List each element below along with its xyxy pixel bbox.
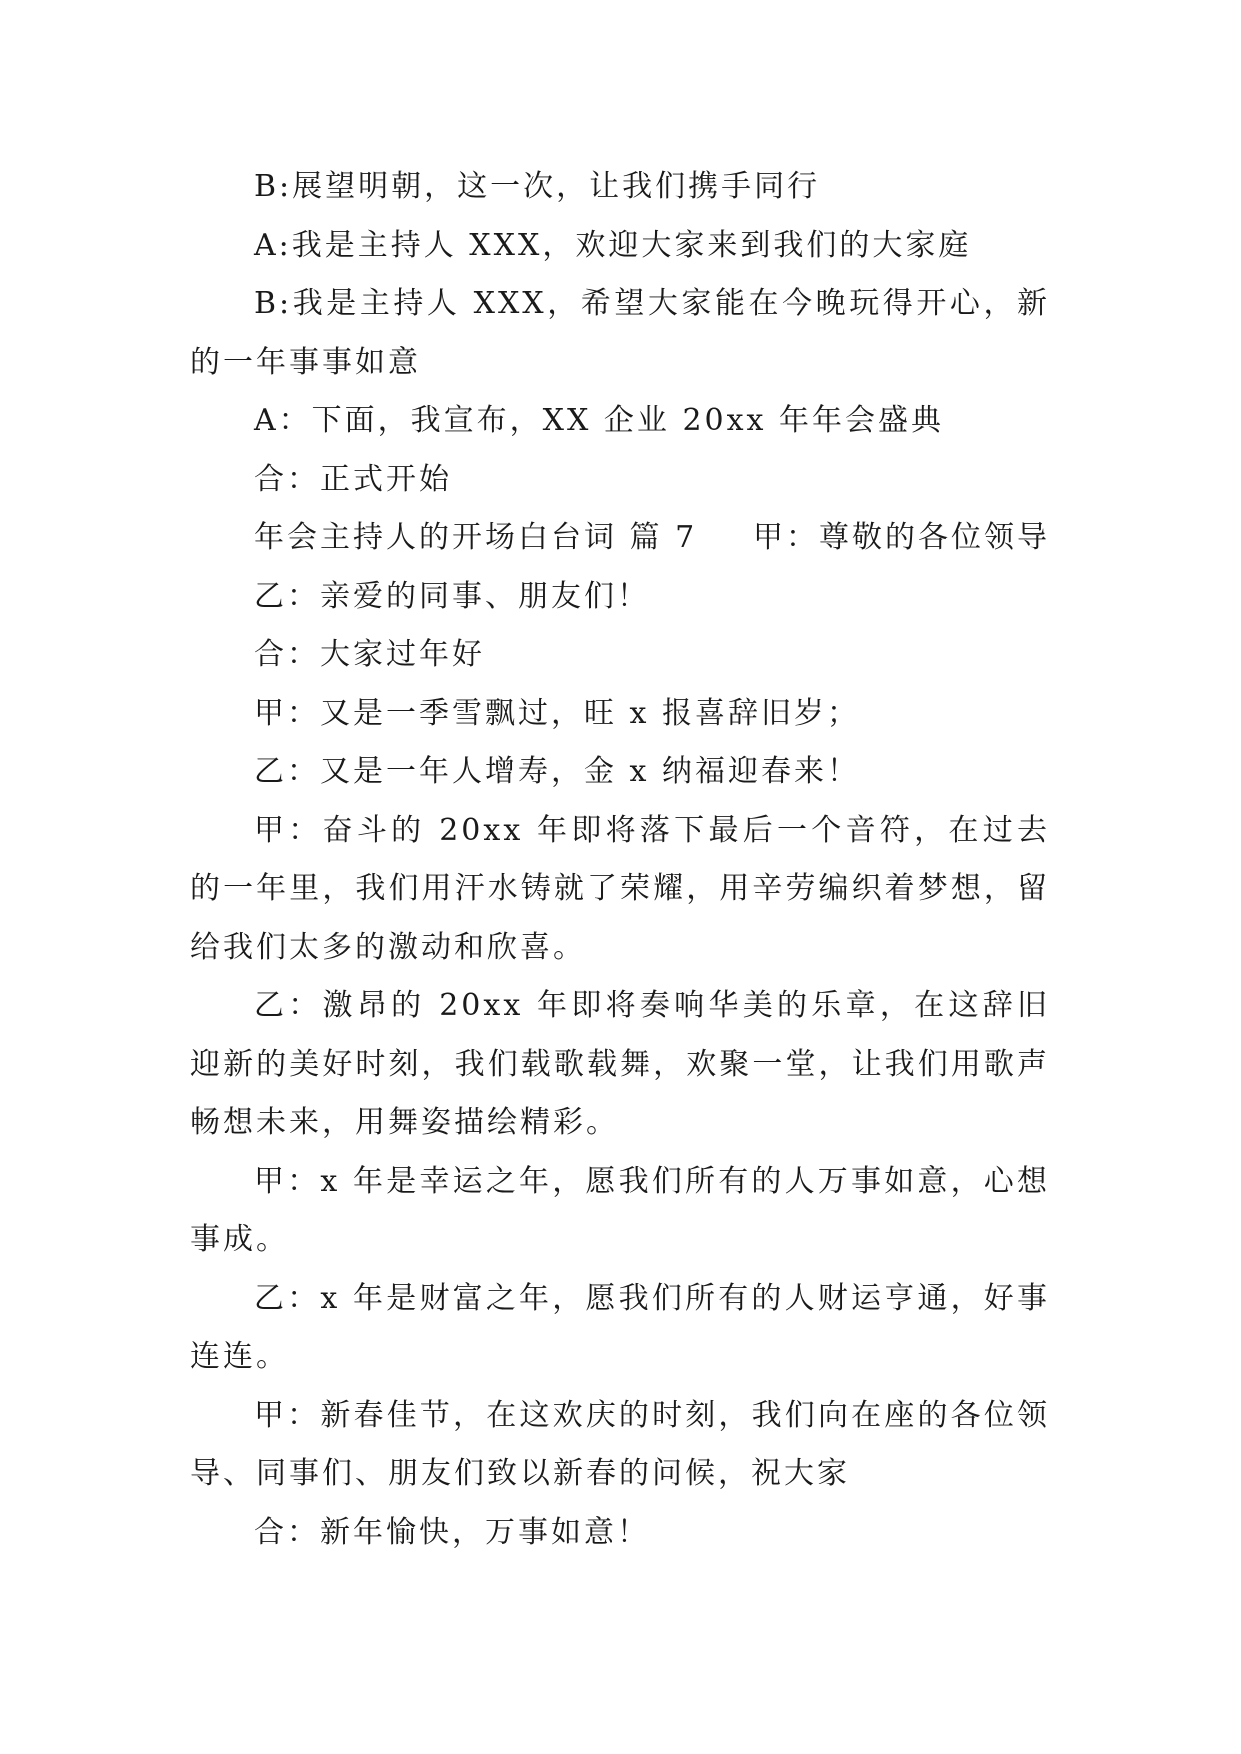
paragraph: 乙：又是一年人增寿，金 x 纳福迎春来！	[254, 754, 860, 789]
paragraph: 甲：又是一季雪飘过，旺 x 报喜辞旧岁；	[254, 695, 860, 731]
section-first-line: 甲：尊敬的各位领导	[753, 520, 1050, 555]
paragraph: 合：大家过年好	[254, 637, 485, 672]
paragraph: 乙：亲爱的同事、朋友们！	[254, 578, 650, 614]
paragraph: 甲：奋斗的 20xx 年即将落下最后一个音符，在过去的一年里，我们用汗水铸就了荣耀，用辛劳编织着梦想，留给我们太多的激动和欣喜。	[190, 812, 1050, 965]
paragraph: B:展望明朝，这一次，让我们携手同行	[254, 169, 821, 204]
section-heading-line	[190, 509, 1050, 568]
paragraph: A:我是主持人 XXX，欢迎大家来到我们的大家庭	[254, 227, 972, 263]
paragraph: 甲：x 年是幸运之年，愿我们所有的人万事如意，心想事成。	[190, 1163, 1050, 1257]
paragraph: 乙：x 年是财富之年，愿我们所有的人财运亨通，好事连连。	[190, 1280, 1050, 1374]
paragraph: A：下面，我宣布，XX 企业 20xx 年年会盛典	[254, 403, 944, 438]
section-title: 年会主持人的开场白台词 篇 7	[254, 520, 698, 555]
paragraph: 甲：新春佳节，在这欢庆的时刻，我们向在座的各位领导、同事们、朋友们致以新春的问候，祝大家	[190, 1397, 1050, 1491]
paragraph: 乙：激昂的 20xx 年即将奏响华美的乐章，在这辞旧迎新的美好时刻，我们载歌载舞，欢聚一堂，让我们用歌声畅想未来，用舞姿描绘精彩。	[190, 988, 1050, 1140]
paragraph: 合：正式开始	[254, 461, 452, 497]
document-body	[190, 158, 1050, 1562]
paragraph: 合：新年愉快，万事如意！	[254, 1514, 650, 1550]
paragraph: B:我是主持人 XXX，希望大家能在今晚玩得开心，新的一年事事如意	[190, 286, 1050, 380]
